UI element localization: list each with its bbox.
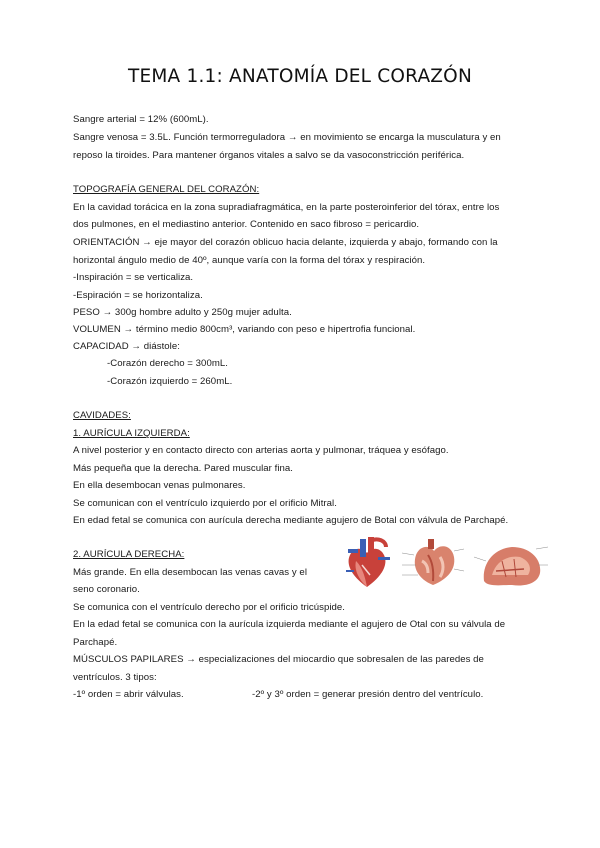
text-line: reposo la tiroides. Para mantener órganos vitales a salvo se da vasoconstricción periférica. [73, 150, 465, 161]
text-line: Se comunican con el ventrículo izquierdo por el orificio Mitral. [73, 498, 337, 509]
text-line: -Inspiración = se verticaliza. [73, 272, 194, 283]
text-line: ORIENTACIÓN → eje mayor del corazón oblicuo hacia delante, izquierda y abajo, formando con la [73, 237, 498, 248]
text-line: Se comunica con el ventrículo derecho por el orificio tricúspide. [73, 602, 346, 613]
text-line: En edad fetal se comunica con aurícula derecha mediante agujero de Botal con válvula de Parchapé. [73, 515, 509, 526]
text-line: ventrículos. 3 tipos: [73, 672, 157, 683]
subsection-heading: 1. AURÍCULA IZQUIERDA: [73, 428, 190, 439]
heart-diagram-icon [340, 535, 394, 597]
text-line: MÚSCULOS PAPILARES → especializaciones del miocardio que sobresalen de las paredes de [73, 654, 484, 665]
text-line: -2º y 3º orden = generar presión dentro del ventrículo. [252, 689, 484, 700]
text-line: CAPACIDAD → diástole: [73, 341, 180, 352]
text-line: Sangre venosa = 3.5L. Función termorreguladora → en movimiento se encarga la musculatura y en [73, 132, 501, 143]
text-line: -Espiración = se horizontaliza. [73, 290, 203, 301]
text-line: Más pequeña que la derecha. Pared muscular fina. [73, 463, 293, 474]
text-line: dos pulmones, en el mediastino anterior. Contenido en saco fibroso = pericardio. [73, 219, 420, 230]
text-line: En la cavidad torácica en la zona supradiafragmática, en la parte posteroinferior del tórax, entre los [73, 202, 500, 213]
text-line: En la edad fetal se comunica con la aurícula izquierda mediante el agujero de Otal con su válvula de [73, 619, 506, 630]
text-line: Más grande. En ella desembocan las venas cavas y el [73, 567, 307, 578]
section-heading: CAVIDADES: [73, 410, 131, 421]
text-line: Parchapé. [73, 637, 118, 648]
text-line: PESO → 300g hombre adulto y 250g mujer adulta. [73, 307, 292, 318]
page-title: TEMA 1.1: ANATOMÍA DEL CORAZÓN [128, 66, 472, 87]
text-line: VOLUMEN → término medio 800cm³, variando con peso e hipertrofia funcional. [73, 324, 416, 335]
text-line: seno coronario. [73, 584, 140, 595]
text-line: En ella desembocan venas pulmonares. [73, 480, 246, 491]
text-line: -Corazón derecho = 300mL. [107, 358, 228, 369]
text-line: -Corazón izquierdo = 260mL. [107, 376, 233, 387]
text-line: Sangre arterial = 12% (600mL). [73, 114, 209, 125]
text-line: A nivel posterior y en contacto directo con arterias aorta y pulmonar, tráquea y esófago. [73, 445, 449, 456]
heart-interior-icon [472, 535, 550, 597]
subsection-heading: 2. AURÍCULA DERECHA: [73, 549, 185, 560]
text-line: horizontal ángulo medio de 40º, aunque varía con la forma del tórax y respiración. [73, 255, 426, 266]
text-line: -1º orden = abrir válvulas. [73, 689, 184, 700]
section-heading: TOPOGRAFÍA GENERAL DEL CORAZÓN: [73, 184, 260, 195]
heart-section-icon [398, 535, 468, 597]
